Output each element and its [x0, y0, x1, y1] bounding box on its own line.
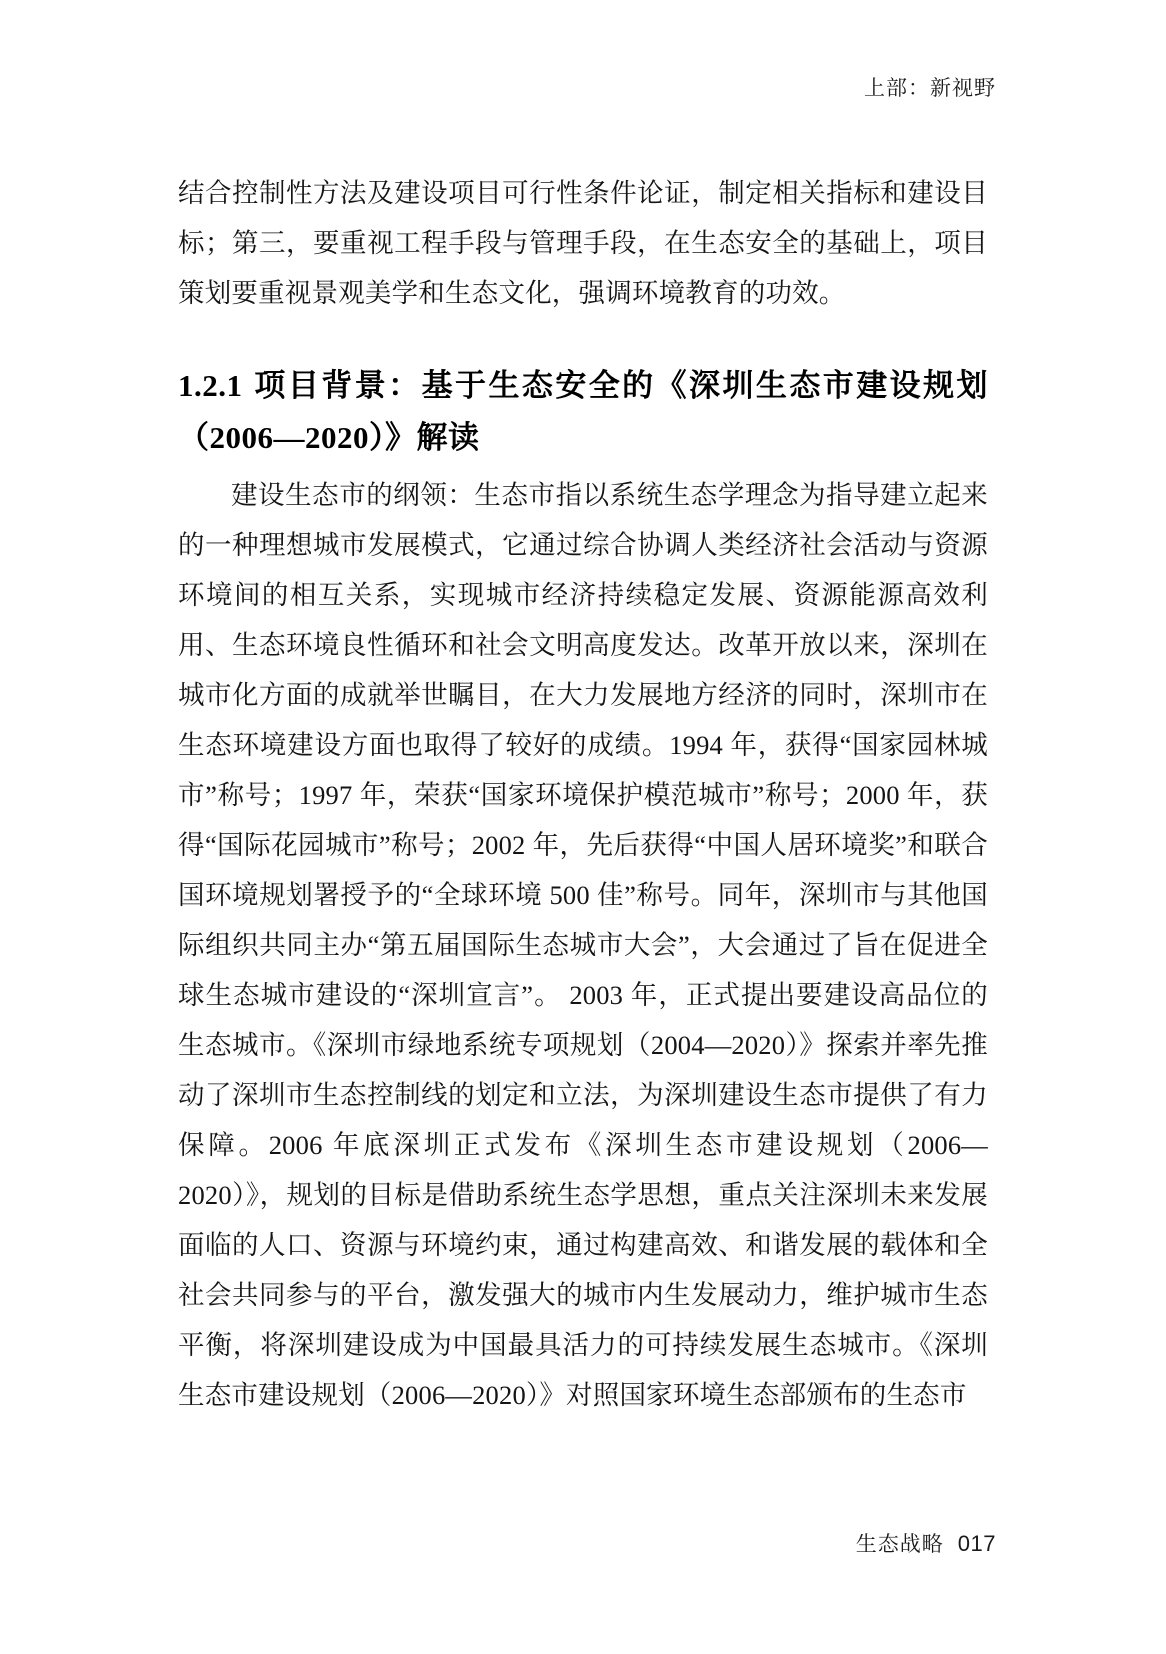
- paragraph-body: 建设生态市的纲领：生态市指以系统生态学理念为指导建立起来的一种理想城市发展模式，它通过综合协调人类经济社会活动与资源环境间的相互关系，实现城市经济持续稳定发展、资源能源高效利用、生态环境良性循环和社会文明高度发达。改革开放以来，深圳在城市化方面的成就举世瞩目，在大力发展地方经济的同时，深圳市在生态环境建设方面也取得了较好的成绩。1994 年，获得“国家园林城市”称号；1997 年，荣获“国家环境保护模范城市”称号；2000 年，获得“国际花园城市”称号；2002 年，先后获得“中国人居环境奖”和联合国环境规划署授予的“全球环境 500 佳”称号。同年，深圳市与其他国际组织共同主办“第五届国际生态城市大会”，大会通过了旨在促进全球生态城市建设的“深圳宣言”。 2003 年，正式提出要建设高品位的生态城市。《深圳市绿地系统专项规划（2004—2020）》探索并率先推动了深圳市生态控制线的划定和立法，为深圳建设生态市提供了有力保障。2006 年底深圳正式发布《深圳生态市建设规划（2006—2020）》，规划的目标是借助系统生态学思想，重点关注深圳未来发展面临的人口、资源与环境约束，通过构建高效、和谐发展的载体和全社会共同参与的平台，激发强大的城市内生发展动力，维护城市生态平衡，将深圳建设成为中国最具活力的可持续发展生态城市。《深圳生态市建设规划（2006—2020）》对照国家环境生态部颁布的生态市: [178, 480, 988, 1410]
- page-number: 017: [957, 1531, 996, 1556]
- page-content: [178, 168, 988, 1420]
- footer-label: 生态战略: [855, 1532, 944, 1556]
- running-head: 上部：新视野: [864, 76, 996, 100]
- page-footer: [856, 1528, 996, 1558]
- section-heading: [178, 360, 988, 464]
- section-title: 项目背景：基于生态安全的《深圳生态市建设规划（2006—2020）》解读: [178, 368, 988, 455]
- paragraph-continuation: 结合控制性方法及建设项目可行性条件论证，制定相关指标和建设目标；第三，要重视工程手段与管理手段，在生态安全的基础上，项目策划要重视景观美学和生态文化，强调环境教育的功效。: [178, 178, 988, 308]
- section-number: 1.2.1: [178, 368, 243, 403]
